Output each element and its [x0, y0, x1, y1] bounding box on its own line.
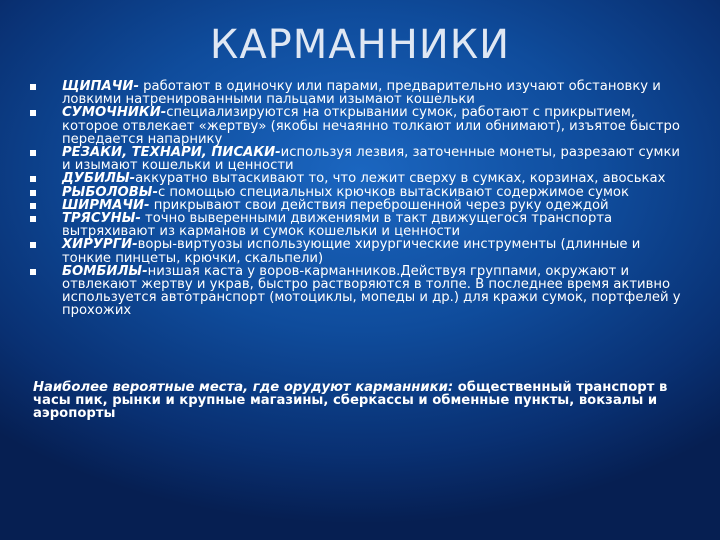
square-bullet-icon [30, 269, 36, 275]
bullet-term: СУМОЧНИКИ- [62, 105, 167, 121]
bullet-item [30, 106, 690, 146]
slide-title: КАРМАННИКИ [209, 22, 511, 68]
square-bullet-icon [30, 176, 36, 182]
bullet-item [30, 212, 690, 238]
bullet-term: ЩИПАЧИ- [62, 79, 139, 94]
footer-emphasis: Наиболее вероятные места, где орудуют карманники: [33, 380, 454, 395]
square-bullet-icon [30, 150, 36, 156]
bullet-text: аккуратно вытаскивают то, что лежит сверху в сумках, корзинах, авоськах [135, 171, 666, 187]
bullet-text: прикрывают свои действия переброшенной через руку одеждой [149, 197, 609, 213]
bullet-term: БОМБИЛЫ- [62, 263, 148, 279]
bullet-list [30, 80, 690, 318]
square-bullet-icon [30, 203, 36, 209]
bullet-term: ДУБИЛЫ- [62, 171, 136, 187]
bullet-text: работают в одиночку или парами, предварительно изучают обстановку и ловкими натренированными пальцами изымают кошельки [62, 79, 661, 108]
square-bullet-icon [30, 190, 36, 196]
footer-note [33, 381, 683, 421]
square-bullet-icon [30, 242, 36, 248]
bullet-text: низшая каста у воров-карманников.Действуя группами, окружают и отвлекают жертву и украв, быстро растворяются в толпе. В последнее время активно используется автотранспорт (мотоциклы, мопеды и др.) для кражи сумок, портфелей у прохожих [62, 263, 681, 319]
bullet-text: воры-виртуозы использующие хирургические инструменты (длинные и тонкие пинцеты, крючки, скальпели) [62, 237, 641, 266]
bullet-term: ХИРУРГИ- [62, 237, 138, 253]
bullet-item [30, 238, 690, 264]
bullet-text: используя лезвия, заточенные монеты, разрезают сумки и изымают кошельки и ценности [62, 145, 681, 174]
bullet-term: ШИРМАЧИ- [62, 197, 150, 213]
bullet-text: специализируются на открывании сумок, работают с прикрытием, которое отвлекает «жертву» (якобы нечаянно толкают или обнимают), изъятое быстро передается напарнику [62, 105, 680, 147]
bullet-term: РЕЗАКИ, ТЕХНАРИ, ПИСАКИ- [62, 145, 281, 161]
bullet-text: точно выверенными движениями в такт движущегося транспорта вытряхивают из карманов и сумок кошельки и ценности [62, 211, 613, 240]
bullet-term: ТРЯСУНЫ- [62, 211, 141, 227]
bullet-text: с помощью специальных крючков вытаскивают содержимое сумок [157, 184, 629, 200]
footer-text: общественный транспорт в часы пик, рынки и крупные магазины, сберкассы и обменные пункты, вокзалы и аэропорты [33, 380, 668, 422]
square-bullet-icon [30, 84, 36, 90]
square-bullet-icon [30, 216, 36, 222]
bullet-term: РЫБОЛОВЫ- [62, 184, 158, 200]
square-bullet-icon [30, 110, 36, 116]
bullet-item [30, 265, 690, 318]
bullet-item [30, 80, 690, 106]
bullet-item [30, 146, 690, 172]
